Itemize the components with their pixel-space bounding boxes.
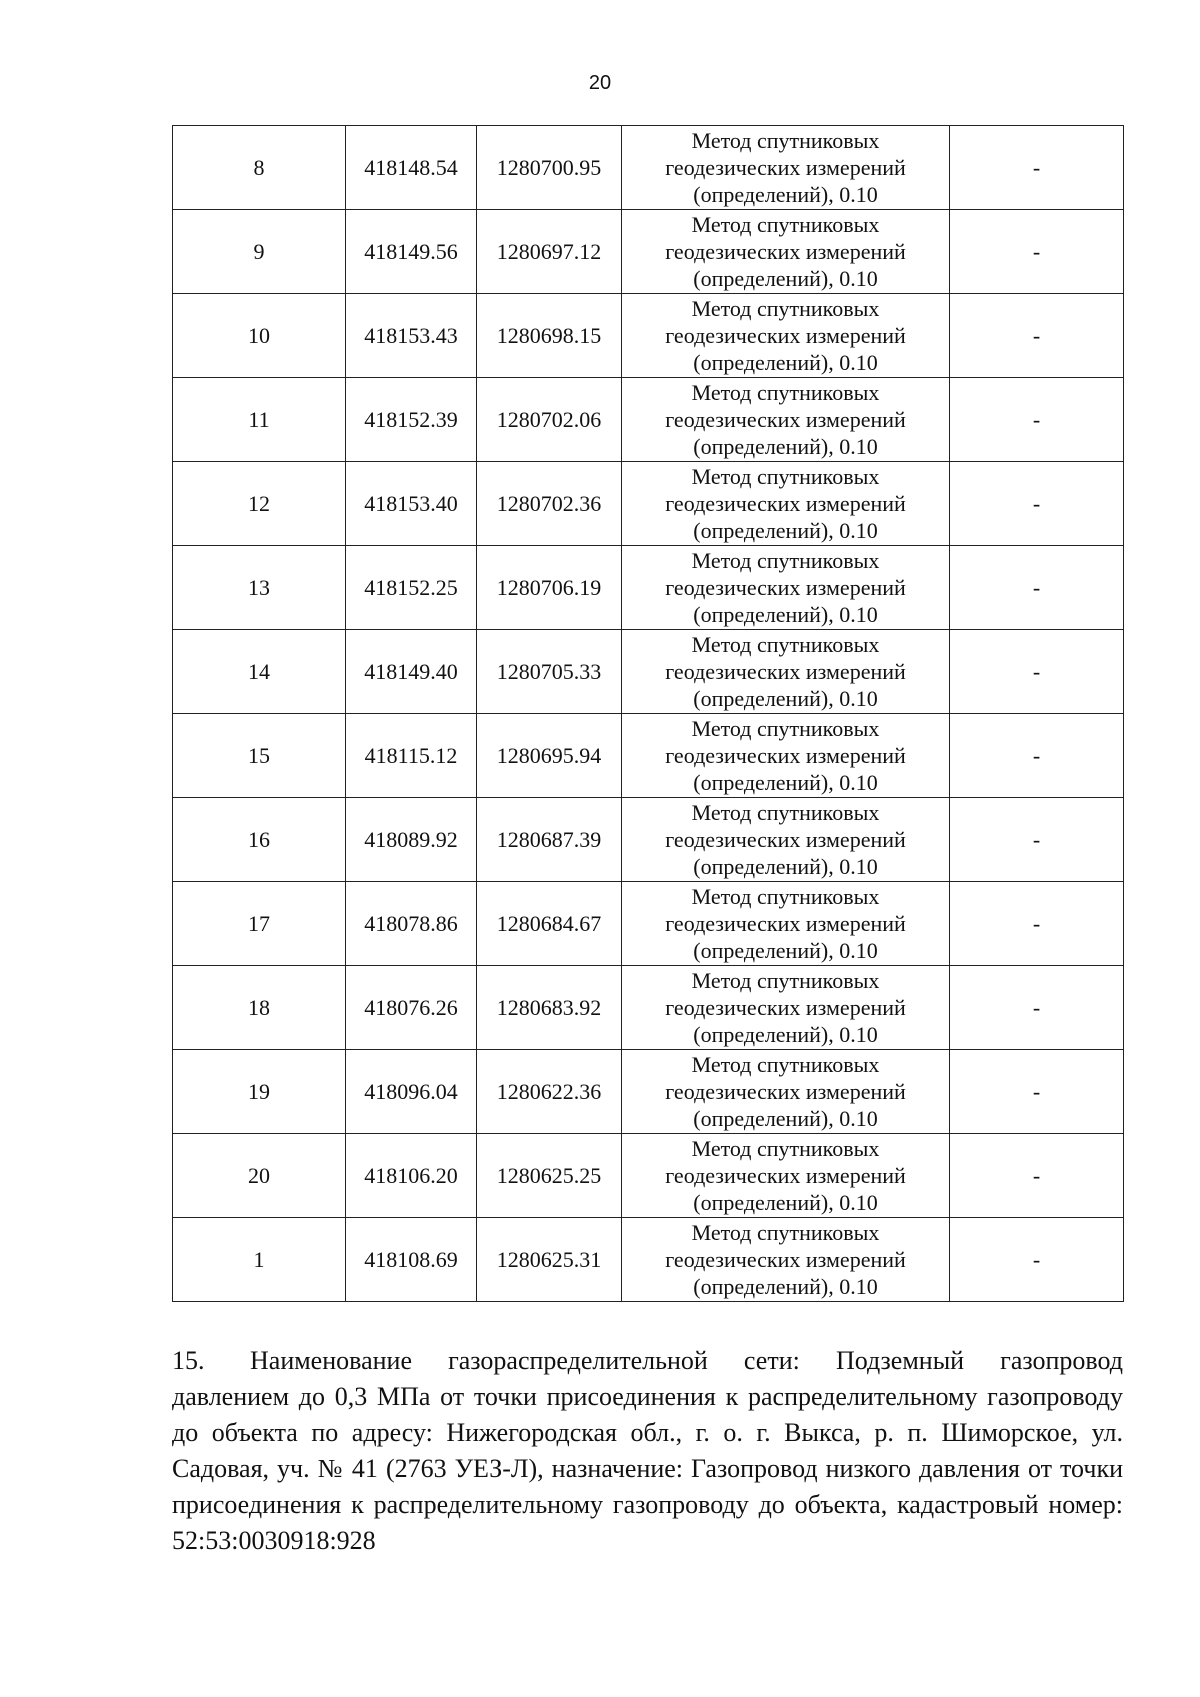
method-line: (определений), 0.10 (693, 686, 878, 711)
section-text: Наименование газораспределительной сети: Подземный газопровод давлением до 0,3 МПа от точки присоединения к распределительному газопроводу до объекта по адресу: Нижегородская обл., г. о. г. Выкса, р. п. Шиморское, ул. Садовая, уч. № 41 (2763 УЕЗ-Л), назначение: Газопровод низкого давления от точки присоединения к распределительному газопроводу до объекта, кадастровый номер: 52:53:0030918:928 (172, 1346, 1123, 1555)
point-number-cell: 12 (173, 462, 346, 546)
table-row (173, 210, 1124, 294)
table-row (173, 1134, 1124, 1218)
method-line: геодезических измерений (665, 323, 906, 348)
method-cell (622, 1134, 950, 1218)
method-line: геодезических измерений (665, 1079, 906, 1104)
table-row (173, 462, 1124, 546)
y-coordinate-cell: 1280625.25 (477, 1134, 622, 1218)
table-row (173, 966, 1124, 1050)
method-line: Метод спутниковых (691, 968, 880, 993)
method-line: (определений), 0.10 (693, 518, 878, 543)
x-coordinate-cell: 418153.40 (346, 462, 477, 546)
method-line: Метод спутниковых (691, 716, 880, 741)
x-coordinate-cell: 418115.12 (346, 714, 477, 798)
point-number-cell: 11 (173, 378, 346, 462)
dash-cell: - (950, 378, 1124, 462)
x-coordinate-cell: 418076.26 (346, 966, 477, 1050)
method-line: (определений), 0.10 (693, 602, 878, 627)
method-cell (622, 462, 950, 546)
method-line: (определений), 0.10 (693, 1190, 878, 1215)
dash-cell: - (950, 546, 1124, 630)
point-number-cell: 17 (173, 882, 346, 966)
method-cell (622, 294, 950, 378)
table-row (173, 882, 1124, 966)
method-line: (определений), 0.10 (693, 266, 878, 291)
method-line: геодезических измерений (665, 491, 906, 516)
y-coordinate-cell: 1280695.94 (477, 714, 622, 798)
x-coordinate-cell: 418152.25 (346, 546, 477, 630)
dash-cell: - (950, 714, 1124, 798)
method-line: геодезических измерений (665, 911, 906, 936)
method-line: Метод спутниковых (691, 800, 880, 825)
page-number: 20 (588, 72, 612, 94)
x-coordinate-cell: 418153.43 (346, 294, 477, 378)
method-cell (622, 882, 950, 966)
point-number-cell: 18 (173, 966, 346, 1050)
method-line: Метод спутниковых (691, 212, 880, 237)
method-line: (определений), 0.10 (693, 350, 878, 375)
point-number-cell: 10 (173, 294, 346, 378)
y-coordinate-cell: 1280622.36 (477, 1050, 622, 1134)
coordinates-table-body (173, 126, 1124, 1302)
method-line: Метод спутниковых (691, 464, 880, 489)
method-line: (определений), 0.10 (693, 1274, 878, 1299)
x-coordinate-cell: 418148.54 (346, 126, 477, 210)
table-row (173, 630, 1124, 714)
method-cell (622, 798, 950, 882)
dash-cell: - (950, 1134, 1124, 1218)
y-coordinate-cell: 1280687.39 (477, 798, 622, 882)
method-line: Метод спутниковых (691, 1220, 880, 1245)
x-coordinate-cell: 418106.20 (346, 1134, 477, 1218)
point-number-cell: 16 (173, 798, 346, 882)
coordinates-table (172, 125, 1124, 1302)
method-line: (определений), 0.10 (693, 938, 878, 963)
method-line: геодезических измерений (665, 239, 906, 264)
method-line: Метод спутниковых (691, 128, 880, 153)
table-row (173, 378, 1124, 462)
y-coordinate-cell: 1280683.92 (477, 966, 622, 1050)
point-number-cell: 8 (173, 126, 346, 210)
method-line: Метод спутниковых (691, 380, 880, 405)
point-number-cell: 20 (173, 1134, 346, 1218)
method-line: геодезических измерений (665, 743, 906, 768)
method-cell (622, 714, 950, 798)
section-number: 15. (172, 1346, 205, 1375)
table-row (173, 798, 1124, 882)
method-line: Метод спутниковых (691, 1052, 880, 1077)
point-number-cell: 13 (173, 546, 346, 630)
method-line: Метод спутниковых (691, 884, 880, 909)
method-line: Метод спутниковых (691, 296, 880, 321)
dash-cell: - (950, 882, 1124, 966)
method-cell (622, 126, 950, 210)
method-cell (622, 378, 950, 462)
method-cell (622, 1050, 950, 1134)
section-15-paragraph (172, 1343, 1123, 1559)
dash-cell: - (950, 966, 1124, 1050)
point-number-cell: 1 (173, 1218, 346, 1302)
method-cell (622, 546, 950, 630)
dash-cell: - (950, 294, 1124, 378)
y-coordinate-cell: 1280706.19 (477, 546, 622, 630)
point-number-cell: 19 (173, 1050, 346, 1134)
method-line: Метод спутниковых (691, 548, 880, 573)
method-line: геодезических измерений (665, 407, 906, 432)
method-line: (определений), 0.10 (693, 182, 878, 207)
y-coordinate-cell: 1280698.15 (477, 294, 622, 378)
method-line: геодезических измерений (665, 659, 906, 684)
method-line: (определений), 0.10 (693, 770, 878, 795)
x-coordinate-cell: 418108.69 (346, 1218, 477, 1302)
dash-cell: - (950, 462, 1124, 546)
method-line: геодезических измерений (665, 1247, 906, 1272)
table-row (173, 546, 1124, 630)
dash-cell: - (950, 1050, 1124, 1134)
method-line: Метод спутниковых (691, 632, 880, 657)
method-line: (определений), 0.10 (693, 1106, 878, 1131)
method-line: геодезических измерений (665, 575, 906, 600)
method-line: (определений), 0.10 (693, 434, 878, 459)
method-cell (622, 630, 950, 714)
method-line: (определений), 0.10 (693, 1022, 878, 1047)
y-coordinate-cell: 1280697.12 (477, 210, 622, 294)
y-coordinate-cell: 1280702.36 (477, 462, 622, 546)
table-row (173, 1218, 1124, 1302)
method-line: (определений), 0.10 (693, 854, 878, 879)
x-coordinate-cell: 418152.39 (346, 378, 477, 462)
point-number-cell: 15 (173, 714, 346, 798)
y-coordinate-cell: 1280625.31 (477, 1218, 622, 1302)
method-line: геодезических измерений (665, 995, 906, 1020)
dash-cell: - (950, 798, 1124, 882)
method-cell (622, 1218, 950, 1302)
y-coordinate-cell: 1280700.95 (477, 126, 622, 210)
method-cell (622, 966, 950, 1050)
point-number-cell: 14 (173, 630, 346, 714)
method-line: геодезических измерений (665, 1163, 906, 1188)
dash-cell: - (950, 210, 1124, 294)
point-number-cell: 9 (173, 210, 346, 294)
y-coordinate-cell: 1280705.33 (477, 630, 622, 714)
dash-cell: - (950, 126, 1124, 210)
table-row (173, 714, 1124, 798)
dash-cell: - (950, 630, 1124, 714)
y-coordinate-cell: 1280684.67 (477, 882, 622, 966)
y-coordinate-cell: 1280702.06 (477, 378, 622, 462)
method-cell (622, 210, 950, 294)
table-row (173, 294, 1124, 378)
x-coordinate-cell: 418078.86 (346, 882, 477, 966)
table-row (173, 126, 1124, 210)
method-line: геодезических измерений (665, 155, 906, 180)
dash-cell: - (950, 1218, 1124, 1302)
table-row (173, 1050, 1124, 1134)
method-line: Метод спутниковых (691, 1136, 880, 1161)
x-coordinate-cell: 418089.92 (346, 798, 477, 882)
method-line: геодезических измерений (665, 827, 906, 852)
x-coordinate-cell: 418096.04 (346, 1050, 477, 1134)
x-coordinate-cell: 418149.56 (346, 210, 477, 294)
x-coordinate-cell: 418149.40 (346, 630, 477, 714)
